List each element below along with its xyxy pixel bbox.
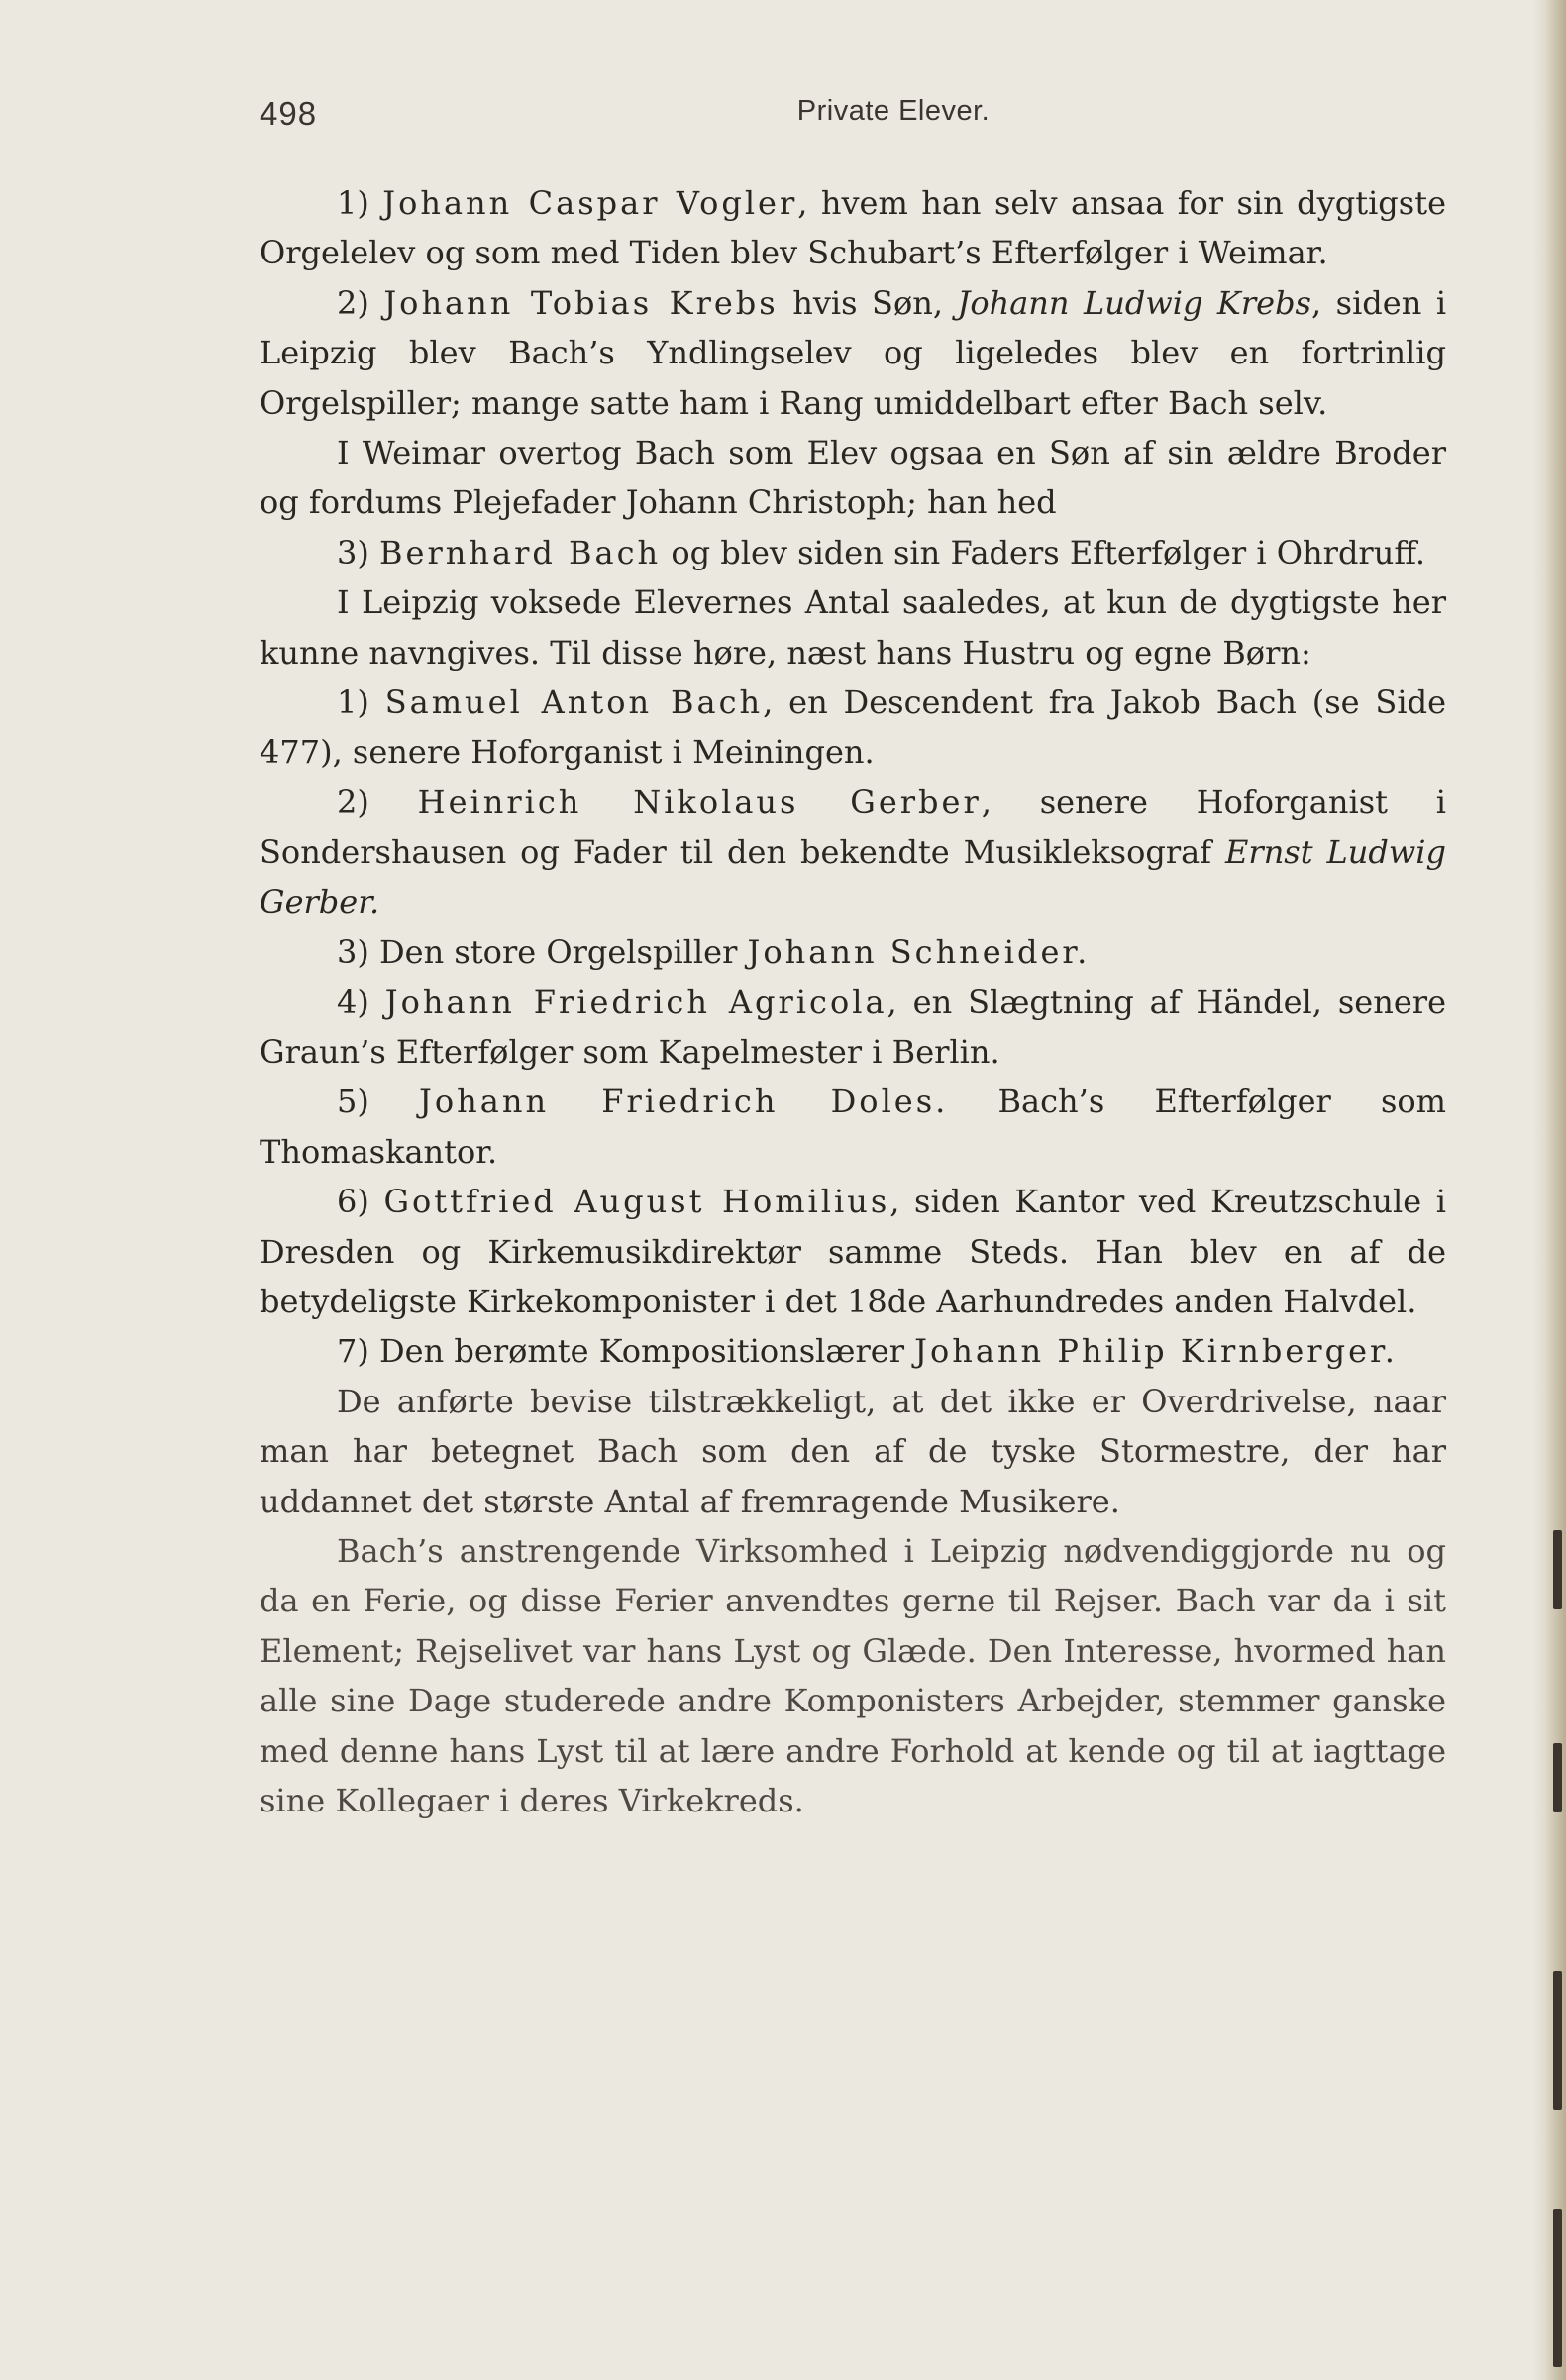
italic-name: Ernst Ludwig Gerber.	[260, 833, 1447, 921]
paragraph-text: , en Descendent fra Jakob Bach (se Side 477), senere Hoforganist i Meiningen.	[260, 683, 1447, 772]
page-number: 498	[260, 95, 318, 132]
paragraph-agricola	[260, 978, 1446, 1078]
student-name: Samuel Anton Bach	[384, 683, 764, 722]
item-number: 3)	[337, 533, 369, 571]
student-name: Johann Schneider.	[747, 933, 1091, 972]
paragraph-homilius	[260, 1177, 1446, 1326]
paragraph-text: Bach’s anstrengende Virksomhed i Leipzig nødvendiggjorde nu og da en Ferie, og disse Ferier anvendtes gerne til Rejser. Bach var da i sit Element; Rejselivet var hans Lyst og Glæde. Den Interesse, hvormed han alle sine Dage studerede andre Komponisters Arbejder, stemmer ganske med denne hans Lyst til at lære andre Forhold at kende og til at iagttage sine Kollegaer i deres Virkekreds.	[260, 1531, 1446, 1819]
student-name: Johann Caspar Vogler	[382, 184, 798, 222]
edge-mark	[1553, 1971, 1562, 2110]
edge-mark	[1553, 1743, 1562, 1812]
edge-mark	[1553, 2209, 1562, 2367]
student-name: Johann Tobias Krebs	[383, 283, 779, 322]
item-number: 7)	[337, 1332, 369, 1371]
paragraph-weimar	[260, 428, 1446, 528]
paragraph-travels	[260, 1526, 1446, 1825]
italic-name: Johann Ludwig Krebs	[957, 283, 1311, 322]
paragraph-samuel	[260, 677, 1446, 777]
student-name: Johann Friedrich Doles.	[419, 1083, 949, 1121]
edge-mark	[1553, 1530, 1562, 1609]
paragraph-text: , senere Hoforganist i Sondershausen og Fader til den bekendte Musikleksograf	[260, 782, 1447, 872]
item-number: 2)	[337, 283, 369, 322]
item-number: 6)	[337, 1183, 369, 1221]
paragraph-krebs	[260, 278, 1446, 428]
paragraph-text: Den berømte Kompositionslærer	[379, 1332, 915, 1371]
paragraph-text: Bach’s Efterfølger som Thomaskantor.	[260, 1083, 1447, 1171]
student-name: Gottfried August Homilius	[383, 1183, 890, 1221]
paragraph-text: Den store Orgelspiller	[379, 933, 748, 972]
paragraph-text: hvis Søn,	[778, 283, 958, 322]
page-body	[260, 178, 1446, 1825]
paragraph-text: De anførte bevise tilstrækkeligt, at det ikke er Overdrivelse, naar man har betegnet Bach som den af de tyske Stormestre, der har uddannet det største Antal af fremragende Musikere.	[260, 1382, 1446, 1520]
page-header	[260, 95, 1446, 139]
paragraph-text: , hvem han selv ansaa for sin dygtigste Orgelelev og som med Tiden blev Schubart’s Efterfølger i Weimar.	[260, 184, 1447, 272]
item-number: 3)	[337, 933, 369, 972]
paragraph-text: , en Slægtning af Händel, senere Graun’s Efterfølger som Kapelmester i Berlin.	[260, 983, 1447, 1071]
student-name: Bernhard Bach	[379, 533, 662, 571]
paragraph-conclusion	[260, 1377, 1446, 1526]
student-name: Johann Philip Kirnberger.	[914, 1332, 1398, 1371]
paragraph-text: I Weimar overtog Bach som Elev ogsaa en Søn af sin ældre Broder og fordums Plejefader Johann Christoph; han hed	[260, 434, 1446, 522]
student-name: Johann Friedrich Agricola	[384, 983, 887, 1021]
paragraph-schneider	[260, 927, 1446, 977]
item-number: 4)	[337, 983, 369, 1021]
paragraph-text: og blev siden sin Faders Efterfølger i Ohrdruff.	[661, 533, 1426, 571]
student-name: Heinrich Nikolaus Gerber	[417, 782, 982, 821]
paragraph-vogler	[260, 178, 1446, 278]
paragraph-text: , siden Kantor ved Kreutzschule i Dresden og Kirkemusikdirektør samme Steds. Han blev en af de betydeligste Kirkekomponister i det 18de Aarhundredes anden Halvdel.	[260, 1183, 1447, 1320]
item-number: 5)	[337, 1083, 369, 1121]
paragraph-kirnberger	[260, 1326, 1446, 1376]
page-edge	[1532, 0, 1566, 2380]
item-number: 2)	[337, 782, 369, 821]
item-number: 1)	[337, 184, 369, 222]
running-title: Private Elever.	[796, 95, 991, 127]
paragraph-text: I Leipzig voksede Elevernes Antal saaledes, at kun de dygtigste her kunne navngives. Til disse høre, næst hans Hustru og egne Børn:	[260, 583, 1446, 672]
paragraph-gerber	[260, 777, 1446, 927]
item-number: 1)	[337, 683, 369, 722]
paragraph-text: , siden i Leipzig blev Bach’s Yndlingselev og ligeledes blev en fortrinlig Orgelspiller; mange satte ham i Rang umiddelbart efter Bach selv.	[260, 283, 1447, 422]
paragraph-doles	[260, 1077, 1446, 1177]
paragraph-leipzig	[260, 577, 1446, 677]
paragraph-bernhard	[260, 528, 1446, 577]
